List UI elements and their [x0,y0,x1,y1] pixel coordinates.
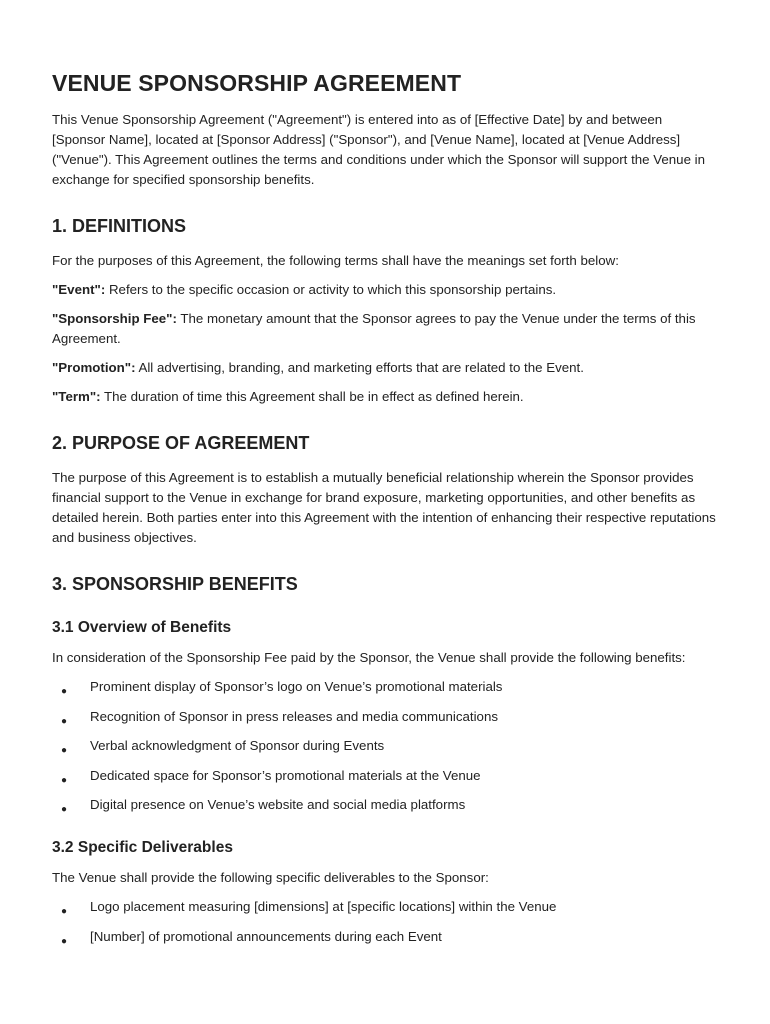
deliverables-lead: The Venue shall provide the following specific deliverables to the Sponsor: [52,870,489,885]
definition-text: The monetary amount that the Sponsor agrees to pay the Venue under the terms of this Agreement. [52,311,696,346]
list-item-text: Logo placement measuring [dimensions] at [specific locations] within the Venue [90,899,557,914]
list-item [52,927,718,947]
purpose-paragraph: The purpose of this Agreement is to establish a mutually beneficial relationship wherein the Sponsor provides financial support to the Venue in exchange for brand exposure, marketing opportunities, and other benefits as detailed herein. Both parties enter into this Agreement with the intention of enhancing their respective reputations and business objectives. [52,470,716,545]
list-item [52,677,718,697]
deliverables-list [52,897,718,947]
list-item [52,736,718,756]
list-item-text: Digital presence on Venue’s website and social media platforms [90,797,466,812]
definition-term: "Event": [52,282,106,297]
definition-term: "Term": [52,389,101,404]
overview-lead: In consideration of the Sponsorship Fee paid by the Sponsor, the Venue shall provide the following benefits: [52,650,686,665]
list-item [52,897,718,917]
list-item-text: Prominent display of Sponsor’s logo on Venue’s promotional materials [90,679,503,694]
definition-term: "Promotion": [52,360,136,375]
definition-item [52,387,718,407]
list-item-text: Dedicated space for Sponsor’s promotional materials at the Venue [90,767,481,783]
list-item-text: [Number] of promotional announcements during each Event [90,928,442,944]
list-item-text: Recognition of Sponsor in press releases and media communications [90,708,498,724]
list-item [52,795,718,815]
list-item [52,707,718,727]
bullet-icon: ● [61,745,68,756]
definition-term: "Sponsorship Fee": [52,311,177,326]
benefits-heading: 3. SPONSORSHIP BENEFITS [52,574,298,594]
definition-item [52,280,718,300]
bullet-icon: ● [61,686,68,697]
bullet-icon: ● [61,935,68,947]
bullet-icon: ● [61,906,68,917]
bullet-icon: ● [61,715,68,727]
deliverables-heading: 3.2 Specific Deliverables [52,839,233,856]
definition-item [52,358,718,378]
definitions-lead: For the purposes of this Agreement, the following terms shall have the meanings set forth below: [52,253,619,268]
bullet-icon: ● [61,774,68,786]
definition-text: All advertising, branding, and marketing efforts that are related to the Event. [135,360,584,375]
document-title: VENUE SPONSORSHIP AGREEMENT [52,70,462,96]
list-item [52,766,718,786]
benefits-list [52,677,718,815]
definitions-heading: 1. DEFINITIONS [52,216,187,236]
intro-paragraph: This Venue Sponsorship Agreement ("Agreement") is entered into as of [Effective Date] by and between [Sponsor Name], located at [Sponsor Address] ("Sponsor"), and [Venue Name], located at [Venue Address] ("Venue"). This Agreement outlines the terms and conditions under which the Sponsor will support the Venue in exchange for specified sponsorship benefits. [52,112,706,187]
definition-text: The duration of time this Agreement shall be in effect as defined herein. [100,389,524,404]
bullet-icon: ● [61,804,68,815]
list-item-text: Verbal acknowledgment of Sponsor during Events [90,738,385,753]
definition-item [52,309,718,349]
overview-heading: 3.1 Overview of Benefits [52,619,232,636]
purpose-heading: 2. PURPOSE OF AGREEMENT [52,433,310,453]
definition-text: Refers to the specific occasion or activity to which this sponsorship pertains. [105,282,557,297]
